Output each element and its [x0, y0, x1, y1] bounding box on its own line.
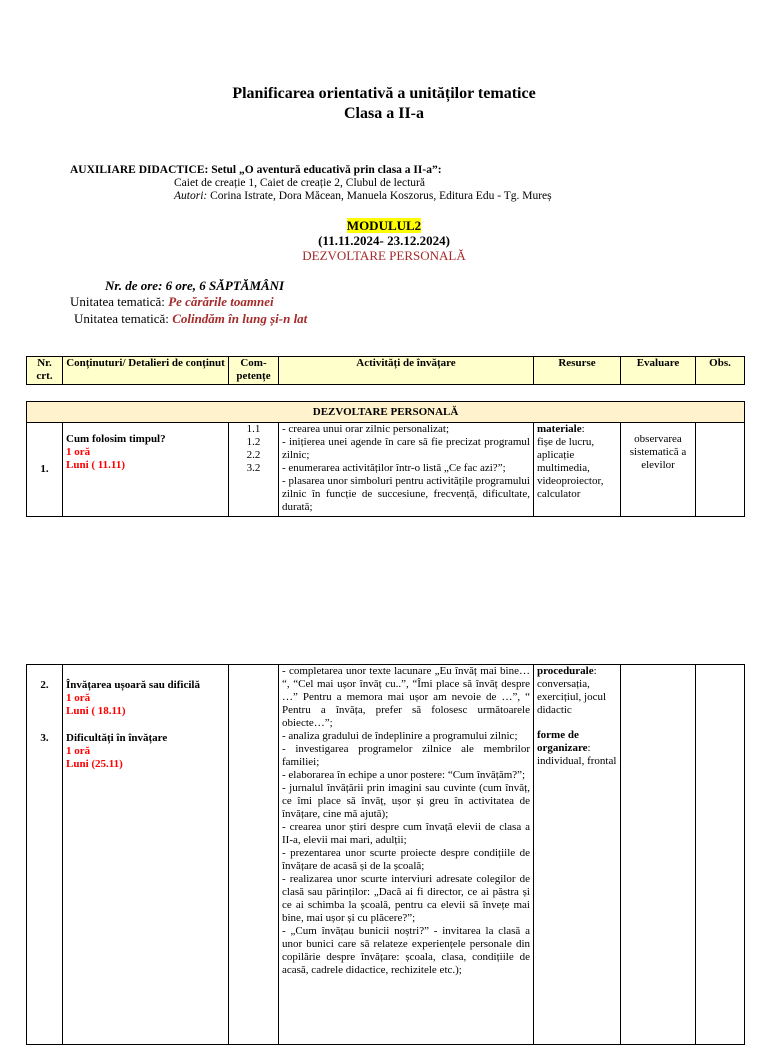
unit-1 [70, 294, 274, 310]
page-subtitle: Clasa a II-a [343, 105, 424, 122]
row-number: 1. [27, 423, 63, 517]
col-obs: Obs. [696, 357, 745, 385]
resurse-cell: procedurale: conversația, exercițiul, jocul didactic forme de organizare: individual, frontal [534, 665, 621, 1045]
lesson-date: Luni (25.11) [66, 758, 123, 770]
module-title: DEZVOLTARE PERSONALĂ [302, 248, 466, 263]
table-row [27, 665, 745, 1045]
hours-text: Nr. de ore: 6 ore, 6 SĂPTĂMÂNI [105, 278, 285, 293]
col-nr: Nr. crt. [27, 357, 63, 385]
unit-2-label: Unitatea tematică: [74, 311, 169, 326]
obs-cell [696, 665, 745, 1045]
lesson-hours: 1 oră [66, 692, 91, 704]
row-numbers [27, 665, 63, 1045]
authors-names: Corina Istrate, Dora Măcean, Manuela Koszorus, Editura Edu - Tg. Mureș [210, 190, 552, 202]
plan-table-2 [26, 664, 745, 1045]
activitati-cell: - completarea unor texte lacunare „Eu învăț mai bine… “, “Cel mai ușor învăț cu..”, “Îmi place să învăț despre …” Pentru a memora mai ușor am nevoie de …”, “ Pentru a învăța, prefer să folosesc următoarele obiecte…”; - analiza gradului de îndeplinire a programului zilnic; - investigarea programelor zilnice ale membrilor familiei; - elaborarea în echipe a unor postere: “Cum învățăm?”; - jurnalul învățării prin imagini sau cuvinte (cum învăț, ce îmi place să învăț, ușor și greu în activitatea de învățare, cine mă ajută); - crearea unor știri despre cum învață elevii de clasa a II-a, elevii mai mari, adulții; - prezentarea unor scurte proiecte despre condițiile de învățare de acasă și de la școală; - realizarea unor scurte interviuri adresate colegilor de clasă sau părinților: „Dacă ai fi director, ce ai păstra și ce ai schimba la școală, pentru ca elevii să învețe mai bine, mai ușor și cu plăcere?”; - „Cum învățau bunicii noștri?” - invitarea la clasă a unor bunici care să relateze experiențele personale din copilărie despre învățare: școala, clasa, condițiile de acasă, cadrele didactice, rechizitele etc.); [279, 665, 534, 1045]
unit-1-label: Unitatea tematică: [70, 294, 165, 309]
col-activitati: Activități de învățare [279, 357, 534, 385]
competenta: 2.2 [246, 449, 261, 461]
lesson-date: Luni ( 18.11) [66, 705, 126, 717]
module-dates: (11.11.2024- 23.12.2024) [318, 233, 450, 248]
auxiliare-books: Caiet de creație 1, Caiet de creație 2, Clubul de lectură [174, 177, 425, 189]
header-table [26, 356, 745, 385]
lesson-cell [63, 665, 229, 1045]
unit-2 [74, 311, 307, 327]
resurse-label: forme de organizare [537, 729, 588, 754]
lesson-title: Învățarea ușoară sau dificilă [66, 679, 200, 691]
lesson-cell [63, 423, 229, 517]
obs-cell [696, 423, 745, 517]
table-row [27, 423, 745, 517]
competente-cell [229, 423, 279, 517]
unit-1-name: Pe cărările toamnei [168, 294, 274, 309]
competente-cell [229, 665, 279, 1045]
col-competente: Com-petențe [229, 357, 279, 385]
row-number: 2. [40, 679, 49, 691]
auxiliare-authors [174, 190, 552, 203]
resurse-label: materiale [537, 423, 582, 435]
plan-table-1 [26, 401, 745, 517]
evaluare-cell: observarea sistematică a elevilor [621, 423, 696, 517]
page-title: Planificarea orientativă a unităților tematice [232, 85, 536, 102]
resurse-cell: materiale: fișe de lucru, aplicație multimedia, videoproiector, calculator [534, 423, 621, 517]
competenta: 1.2 [246, 436, 261, 448]
auxiliare-label: AUXILIARE DIDACTICE: Setul „O aventură educativă prin clasa a II-a”: [70, 164, 442, 176]
row-number: 3. [40, 732, 49, 744]
lesson-hours: 1 oră [66, 745, 91, 757]
competenta: 3.2 [246, 462, 261, 474]
resurse-text: individual, frontal [537, 755, 617, 767]
module-name: MODULUL2 [346, 218, 422, 233]
section-title: DEZVOLTARE PERSONALĂ [27, 402, 745, 423]
resurse-text: fișe de lucru, aplicație multimedia, videoproiector, calculator [537, 436, 604, 500]
lesson-title: Dificultăți în învățare [66, 732, 168, 744]
resurse-text: conversația, exercițiul, jocul didactic [537, 678, 607, 716]
col-continuturi: Conținuturi/ Detalieri de conținut [63, 357, 229, 385]
lesson-hours: 1 oră [66, 446, 91, 458]
activitati-cell: - crearea unui orar zilnic personalizat; - inițierea unei agende în care să fie precizat programul zilnic; - enumerarea activităților într-o listă „Ce fac azi?”; - plasarea unor simboluri pentru activitățile programului zilnic în funcție de succesiune, frecvență, dificultate, durată; [279, 423, 534, 517]
lesson-title: Cum folosim timpul? [66, 433, 166, 445]
col-resurse: Resurse [534, 357, 621, 385]
resurse-label: procedurale [537, 665, 594, 677]
unit-2-name: Colindăm în lung și-n lat [172, 311, 308, 326]
evaluare-cell [621, 665, 696, 1045]
col-evaluare: Evaluare [621, 357, 696, 385]
module-name-wrap [0, 218, 768, 233]
authors-label: Autori: [174, 190, 208, 202]
competenta: 1.1 [246, 423, 261, 435]
lesson-date: Luni ( 11.11) [66, 459, 125, 471]
